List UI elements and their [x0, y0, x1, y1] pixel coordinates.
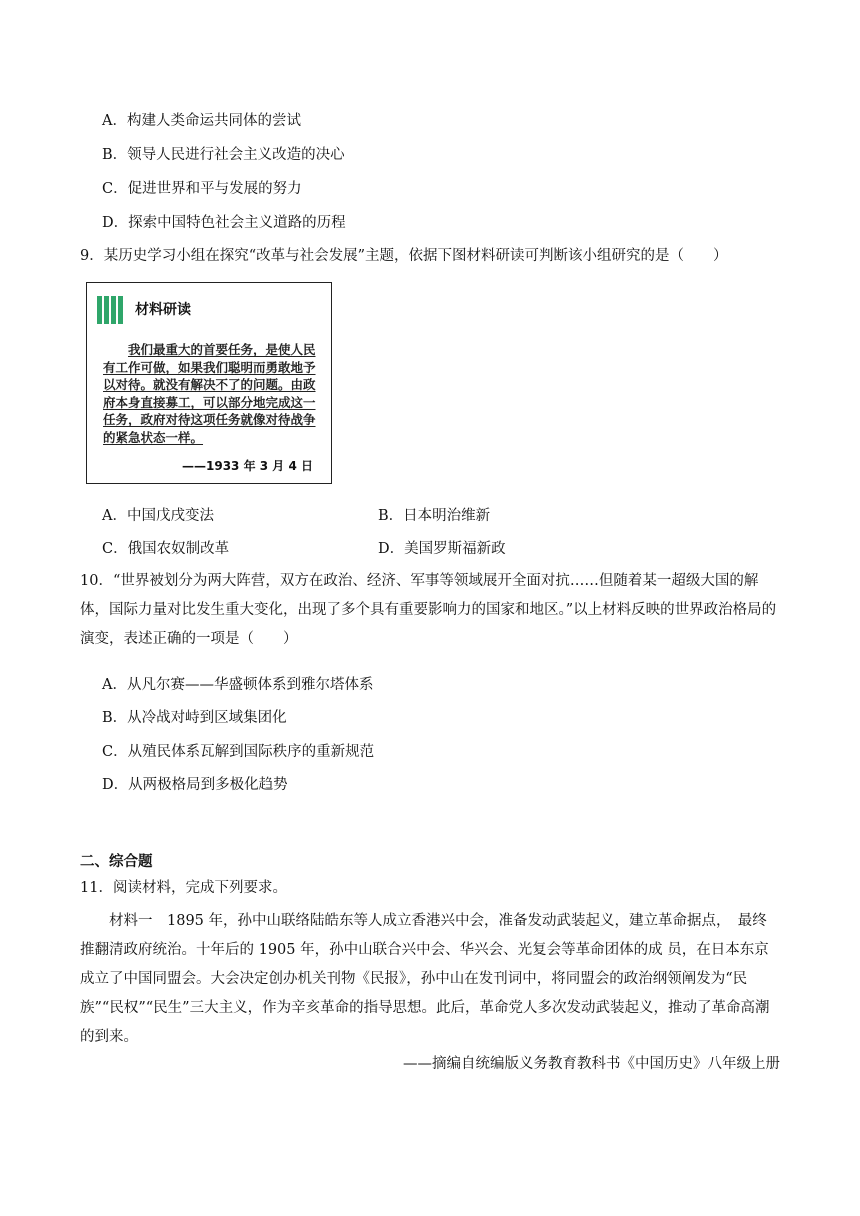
q10-stem: 10．“世界被划分为两大阵营，双方在政治、经济、军事等领域展开全面对抗……但随着某一超级大国的解体，国际力量对比发生重大变化，出现了多个具有重要影响力的国家和地区。”以上材料反映的世界政治格局的演变，表述正确的一项是（ ） — [80, 573, 777, 647]
book-icon — [97, 296, 123, 324]
q9-option-d: D．美国罗斯福新政 — [378, 541, 506, 557]
q9-option-b: B．日本明治维新 — [378, 508, 491, 524]
material-box-date: ——1933 年 3 月 4 日 — [182, 459, 313, 473]
q8-option-d: D．探索中国特色社会主义道路的历程 — [102, 215, 346, 231]
q10-option-d: D．从两极格局到多极化趋势 — [102, 777, 288, 793]
q10-option-a: A．从凡尔赛——华盛顿体系到雅尔塔体系 — [102, 677, 374, 693]
q10-option-b: B．从冷战对峙到区域集团化 — [102, 710, 287, 726]
material-box-text: 我们最重大的首要任务，是使人民有工作可做，如果我们聪明而勇敢地予以对待。就没有解决不了的问题。由政府本身直接募工，可以部分地完成这一任务，政府对待这项任务就像对待战争的紧急状态一样。 — [103, 342, 316, 445]
q11-stem: 11．阅读材料，完成下列要求。 — [80, 880, 287, 896]
q9-option-c: C．俄国农奴制改革 — [102, 541, 230, 557]
q8-option-a: A．构建人类命运共同体的尝试 — [102, 113, 301, 129]
q8-option-b: B．领导人民进行社会主义改造的决心 — [102, 147, 345, 163]
section-title: 二、综合题 — [80, 854, 153, 870]
q11-material-one: 材料一 1895 年，孙中山联络陆皓东等人成立香港兴中会，准备发动武装起义，建立革命据点， 最终推翻清政府统治。十年后的 1905 年，孙中山联合兴中会、华兴会、光复会等革命团体的成 员，在日本东京成立了中国同盟会。大会决定创办机关刊物《民报》，孙中山在发刊词中，将同盟会的政治纲领阐发为“民族”“民权”“民生”三大主义，作为辛亥革命的指导思想。此后，革命党人多次发动武装起义，推动了革命高潮的到来。 — [80, 913, 770, 1045]
q9-option-a: A．中国戊戌变法 — [102, 508, 214, 524]
material-reading-box — [86, 282, 332, 484]
q8-option-c: C．促进世界和平与发展的努力 — [102, 181, 302, 197]
q9-stem: 9．某历史学习小组在探究“改革与社会发展”主题，依据下图材料研读可判断该小组研究的是（ ） — [80, 248, 728, 264]
material-box-title: 材料研读 — [135, 302, 191, 318]
q11-source: ——摘编自统编版义务教育教科书《中国历史》八年级上册 — [403, 1056, 780, 1072]
q10-option-c: C．从殖民体系瓦解到国际秩序的重新规范 — [102, 744, 375, 760]
